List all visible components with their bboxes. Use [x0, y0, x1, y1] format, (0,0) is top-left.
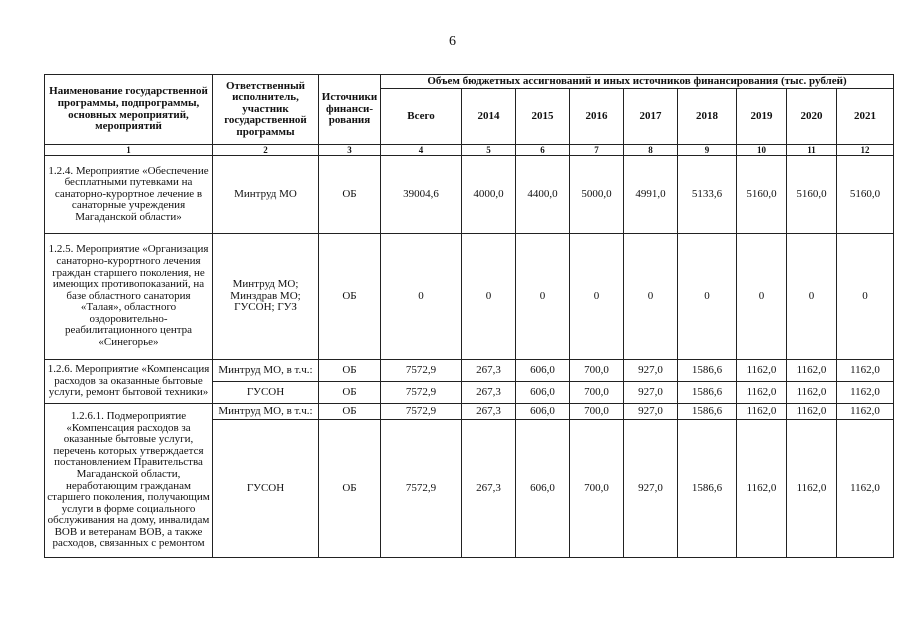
column-number-row — [45, 145, 894, 156]
header-year: 2017 — [624, 89, 678, 145]
column-number: 1 — [45, 145, 213, 156]
row-value: 0 — [837, 234, 894, 360]
column-number: 4 — [381, 145, 462, 156]
row-value: 700,0 — [570, 382, 624, 404]
row-value: 1162,0 — [787, 382, 837, 404]
column-number: 2 — [213, 145, 319, 156]
row-name: 1.2.6. Мероприятие «Компенсация расходов за оказанные бытовые услуги, ремонт бытовой техники» — [45, 360, 213, 404]
row-executor: ГУСОН — [213, 382, 319, 404]
row-value: 700,0 — [570, 404, 624, 420]
row-source: ОБ — [319, 234, 381, 360]
header-year: 2018 — [678, 89, 737, 145]
financing-table — [44, 74, 894, 558]
row-value: 4400,0 — [516, 156, 570, 234]
row-executor: ГУСОН — [213, 420, 319, 558]
header-executor: Ответственный исполнитель, участник государственной программы — [213, 75, 319, 145]
row-value: 0 — [570, 234, 624, 360]
row-value: 4000,0 — [462, 156, 516, 234]
header-year: 2020 — [787, 89, 837, 145]
row-executor: Минтруд МО, в т.ч.: — [213, 360, 319, 382]
row-name: 1.2.5. Мероприятие «Организация санаторно-курортного лечения граждан старшего поколения, не имеющих противопоказаний, на базе областного санатория «Талая», областного оздоровительно-реабилитационного центра «Синегорье» — [45, 234, 213, 360]
row-total: 0 — [381, 234, 462, 360]
row-name: 1.2.6.1. Подмероприятие «Компенсация расходов за оказанные бытовые услуги, перечень которых утверждается постановлением Правительства Магаданской области, неработающим гражданам старшего поколения, получающим услуги в форме социального обслуживания на дому, инвалидам ВОВ и ветеранам ВОВ, а также расходов, связанных с ремонтом — [45, 404, 213, 558]
column-number: 6 — [516, 145, 570, 156]
row-value: 1162,0 — [787, 420, 837, 558]
column-number: 10 — [737, 145, 787, 156]
header-year: 2014 — [462, 89, 516, 145]
row-value: 927,0 — [624, 382, 678, 404]
row-value: 606,0 — [516, 404, 570, 420]
row-value: 1162,0 — [837, 420, 894, 558]
row-source: ОБ — [319, 404, 381, 420]
column-number: 5 — [462, 145, 516, 156]
column-number: 12 — [837, 145, 894, 156]
table-row — [45, 234, 894, 360]
row-source: ОБ — [319, 420, 381, 558]
row-value: 1162,0 — [737, 360, 787, 382]
page-number: 6 — [449, 34, 456, 49]
row-value: 1586,6 — [678, 420, 737, 558]
row-executor: Минтруд МО; Минздрав МО; ГУСОН; ГУЗ — [213, 234, 319, 360]
row-source: ОБ — [319, 156, 381, 234]
row-value: 1586,6 — [678, 382, 737, 404]
row-value: 0 — [516, 234, 570, 360]
row-total: 7572,9 — [381, 420, 462, 558]
row-value: 606,0 — [516, 360, 570, 382]
column-number: 3 — [319, 145, 381, 156]
row-value: 5160,0 — [837, 156, 894, 234]
table-row — [45, 360, 894, 382]
row-value: 267,3 — [462, 382, 516, 404]
column-number: 8 — [624, 145, 678, 156]
header-name: Наименование государственной программы, подпрограммы, основных мероприятий, мероприятий — [45, 75, 213, 145]
row-value: 1162,0 — [787, 404, 837, 420]
row-total: 7572,9 — [381, 360, 462, 382]
row-value: 606,0 — [516, 382, 570, 404]
row-value: 1162,0 — [737, 382, 787, 404]
row-value: 0 — [787, 234, 837, 360]
row-value: 5000,0 — [570, 156, 624, 234]
row-value: 1162,0 — [737, 404, 787, 420]
row-executor: Минтруд МО — [213, 156, 319, 234]
row-value: 1162,0 — [837, 382, 894, 404]
row-total: 39004,6 — [381, 156, 462, 234]
row-value: 927,0 — [624, 404, 678, 420]
row-value: 267,3 — [462, 360, 516, 382]
row-source: ОБ — [319, 360, 381, 382]
row-value: 1162,0 — [837, 360, 894, 382]
row-value: 0 — [462, 234, 516, 360]
row-value: 1162,0 — [737, 420, 787, 558]
row-source: ОБ — [319, 382, 381, 404]
row-value: 0 — [737, 234, 787, 360]
row-value: 267,3 — [462, 404, 516, 420]
row-value: 1586,6 — [678, 404, 737, 420]
table-row — [45, 404, 894, 420]
row-executor: Минтруд МО, в т.ч.: — [213, 404, 319, 420]
row-value: 0 — [678, 234, 737, 360]
column-number: 9 — [678, 145, 737, 156]
row-value: 1586,6 — [678, 360, 737, 382]
header-row-1 — [45, 75, 894, 89]
row-value: 927,0 — [624, 360, 678, 382]
row-value: 606,0 — [516, 420, 570, 558]
header-year: 2015 — [516, 89, 570, 145]
header-source: Источники финанси-рования — [319, 75, 381, 145]
row-value: 0 — [624, 234, 678, 360]
row-value: 927,0 — [624, 420, 678, 558]
header-year: 2016 — [570, 89, 624, 145]
column-number: 7 — [570, 145, 624, 156]
row-value: 4991,0 — [624, 156, 678, 234]
header-total: Всего — [381, 89, 462, 145]
row-value: 1162,0 — [837, 404, 894, 420]
header-year: 2019 — [737, 89, 787, 145]
row-value: 700,0 — [570, 420, 624, 558]
row-value: 5160,0 — [737, 156, 787, 234]
row-name: 1.2.4. Мероприятие «Обеспечение бесплатными путевками на санаторно-курортное лечение в санаторные учреждения Магаданской области» — [45, 156, 213, 234]
header-year: 2021 — [837, 89, 894, 145]
row-value: 1162,0 — [787, 360, 837, 382]
column-number: 11 — [787, 145, 837, 156]
row-total: 7572,9 — [381, 404, 462, 420]
table-row — [45, 156, 894, 234]
row-value: 5160,0 — [787, 156, 837, 234]
row-total: 7572,9 — [381, 382, 462, 404]
row-value: 700,0 — [570, 360, 624, 382]
row-value: 267,3 — [462, 420, 516, 558]
row-value: 5133,6 — [678, 156, 737, 234]
header-financing-title: Объем бюджетных ассигнований и иных источников финансирования (тыс. рублей) — [381, 75, 894, 89]
